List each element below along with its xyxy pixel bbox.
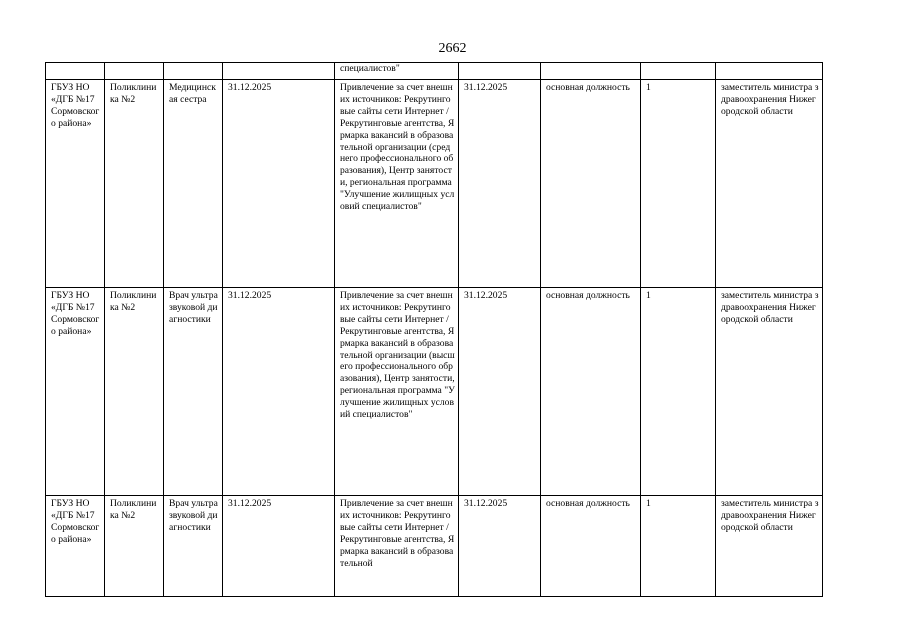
table-cell-source bbox=[335, 63, 459, 80]
table-cell-org: ГБУЗ НО «ДГБ №17 Сормовского района» bbox=[46, 288, 105, 496]
table-cell-responsible: заместитель министра здравоохранения Нижегородской области bbox=[716, 288, 823, 496]
table-cell-org: ГБУЗ НО «ДГБ №17 Сормовского района» bbox=[46, 496, 105, 597]
table-cell bbox=[641, 63, 716, 80]
document-table bbox=[45, 62, 823, 597]
table-cell bbox=[46, 63, 105, 80]
table-row bbox=[46, 80, 823, 288]
table-row bbox=[46, 496, 823, 597]
table-cell bbox=[223, 63, 335, 80]
page-number: 2662 bbox=[438, 41, 467, 56]
table-cell-count: 1 bbox=[641, 80, 716, 288]
table-row-continuation bbox=[46, 63, 823, 80]
table-cell bbox=[164, 63, 223, 80]
table-cell-responsible: заместитель министра здравоохранения Нижегородской области bbox=[716, 496, 823, 597]
table-cell bbox=[541, 63, 641, 80]
table-cell-date2: 31.12.2025 bbox=[459, 496, 541, 597]
table-cell-unit: Поликлиника №2 bbox=[105, 288, 164, 496]
table-cell-position: Врач ультразвуковой диагностики bbox=[164, 288, 223, 496]
table-cell-date: 31.12.2025 bbox=[223, 288, 335, 496]
table-cell-date: 31.12.2025 bbox=[223, 80, 335, 288]
table-cell-org: ГБУЗ НО «ДГБ №17 Сормовского района» bbox=[46, 80, 105, 288]
table-cell-date: 31.12.2025 bbox=[223, 496, 335, 597]
table-cell-position: Медицинская сестра bbox=[164, 80, 223, 288]
table-row bbox=[46, 288, 823, 496]
table-cell bbox=[459, 63, 541, 80]
table-cell-date2: 31.12.2025 bbox=[459, 288, 541, 496]
table-cell-count: 1 bbox=[641, 496, 716, 597]
table-cell bbox=[105, 63, 164, 80]
table-cell bbox=[716, 63, 823, 80]
table-cell-unit: Поликлиника №2 bbox=[105, 496, 164, 597]
source-text: специалистов" bbox=[340, 63, 400, 74]
table-cell-type: основная должность bbox=[541, 496, 641, 597]
table-cell-date2: 31.12.2025 bbox=[459, 80, 541, 288]
table-cell-unit: Поликлиника №2 bbox=[105, 80, 164, 288]
table-cell-count: 1 bbox=[641, 288, 716, 496]
table-cell-type: основная должность bbox=[541, 80, 641, 288]
table-cell-type: основная должность bbox=[541, 288, 641, 496]
table-cell-source: Привлечение за счет внешних источников: Рекрутинговые сайты сети Интернет / Рекрутинговые агентства, Ярмарка вакансий в образовательной bbox=[335, 496, 459, 597]
table-cell-source: Привлечение за счет внешних источников: Рекрутинговые сайты сети Интернет / Рекрутинговые агентства, Ярмарка вакансий в образовательной организации (высшего профессионального образования), Центр занятости, региональная программа "Улучшение жилищных условий специалистов" bbox=[335, 288, 459, 496]
table-cell-source: Привлечение за счет внешних источников: Рекрутинговые сайты сети Интернет / Рекрутинговые агентства, Ярмарка вакансий в образовательной организации (среднего профессионального образования), Центр занятости, региональная программа "Улучшение жилищных условий специалистов" bbox=[335, 80, 459, 288]
table-cell-responsible: заместитель министра здравоохранения Нижегородской области bbox=[716, 80, 823, 288]
table-cell-position: Врач ультразвуковой диагностики bbox=[164, 496, 223, 597]
